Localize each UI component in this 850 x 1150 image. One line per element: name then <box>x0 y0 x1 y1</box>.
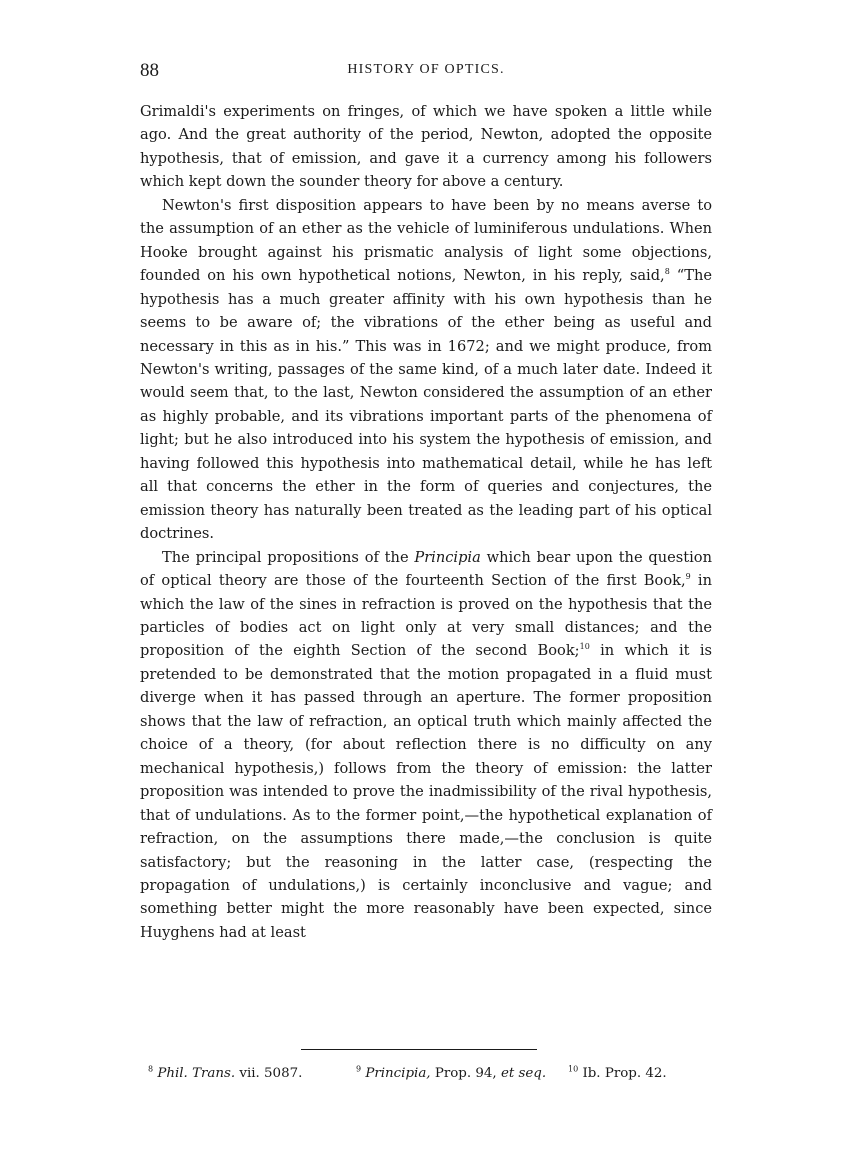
running-head: HISTORY OF OPTICS. <box>347 62 505 77</box>
paragraph-3-text-d: in which it is pretended to be demonstrated that the motion propagated in a fluid must diverge when it has passed through an aperture. The former proposition shows that the law of refraction, an optical truth which mainly affected the choice of a theory, (for about reflection there is no difficulty on any mechanical hypothesis,) follows from the theory of emission: the latter proposition was intended to prove the inadmissibility of the rival hypothesis, that of undulations. As to the former point,—the hypothetical explanation of refraction, on the assumptions there made,—the conclusion is quite satisfactory; but the reasoning in the latter case, (respecting the propagation of undulations,) is certainly inconclusive and vague; and something better might the more reasonably have been expected, since Huyghens had at least <box>140 642 712 941</box>
footnote-9-text: Prop. 94, <box>430 1066 501 1081</box>
footnote-9 <box>356 1064 546 1084</box>
footnote-8-mark: 8 <box>148 1064 154 1074</box>
footnote-rule <box>301 1049 537 1050</box>
paragraph-2-text-a: Newton's first disposition appears to have been by no means averse to the assumption of an ether as the vehicle of luminiferous undulations. When Hooke brought against his prismatic analysis of light some objections, founded on his own hypothetical notions, Newton, in his reply, said, <box>140 196 712 285</box>
principia-italic: Principia <box>414 548 481 566</box>
footnote-10-text: Ib. Prop. 42. <box>578 1066 667 1081</box>
footnote-8-source: Phil. Trans. <box>157 1066 236 1081</box>
paragraph-2-text-b: “The hypothesis has a much greater affinity with his own hypothesis than he seems to be aware of; the vibrations of the ether being as useful and necessary in this as in his.” This was in 1672; and we might produce, from Newton's writing, passages of the same kind, of a much later date. Indeed it would seem that, to the last, Newton considered the assumption of an ether as highly probable, and its vibrations important parts of the phenomena of light; but he also introduced into his system the hypothesis of emission, and having followed this hypothesis into mathematical detail, while he has left all that concerns the ether in the form of queries and conjectures, the emission theory has naturally been treated as the leading part of his optical doctrines. <box>140 267 712 543</box>
paragraph-3-text-a: The principal propositions of the <box>162 548 415 566</box>
footnote-9-source: Principia, <box>365 1066 431 1081</box>
footnote-10-mark: 10 <box>568 1064 579 1074</box>
paragraph-3 <box>140 546 712 945</box>
paragraph-1 <box>140 100 712 194</box>
page-header <box>140 60 712 86</box>
page-number: 88 <box>140 60 159 81</box>
paragraph-3-text-c: in which the law of the sines in refraction is proved on the hypothesis that the particles of bodies act on light only at very small distances; and the proposition of the eighth Section of the second Book; <box>140 572 712 660</box>
footnote-marker-9: 9 <box>685 572 691 582</box>
footnote-8 <box>148 1064 302 1084</box>
footnote-marker-8: 8 <box>664 267 670 277</box>
paragraph-1-text: Grimaldi's experiments on fringes, of which we have spoken a little while ago. And the great authority of the period, Newton, adopted the opposite hypothesis, that of emission, and gave it a currency among his followers which kept down the sounder theory for above a century. <box>140 103 712 191</box>
paragraph-3-text-b: which bear upon the question of optical theory are those of the fourteenth Section of the first Book, <box>140 548 712 590</box>
footnote-10 <box>568 1064 667 1084</box>
footnote-9-mark: 9 <box>356 1064 362 1074</box>
paragraph-2 <box>140 194 712 546</box>
footnote-8-text: vii. 5087. <box>235 1066 303 1081</box>
footnote-9-et-seq: et seq. <box>500 1066 547 1081</box>
footnote-marker-10: 10 <box>579 642 590 652</box>
body-text <box>140 100 712 944</box>
